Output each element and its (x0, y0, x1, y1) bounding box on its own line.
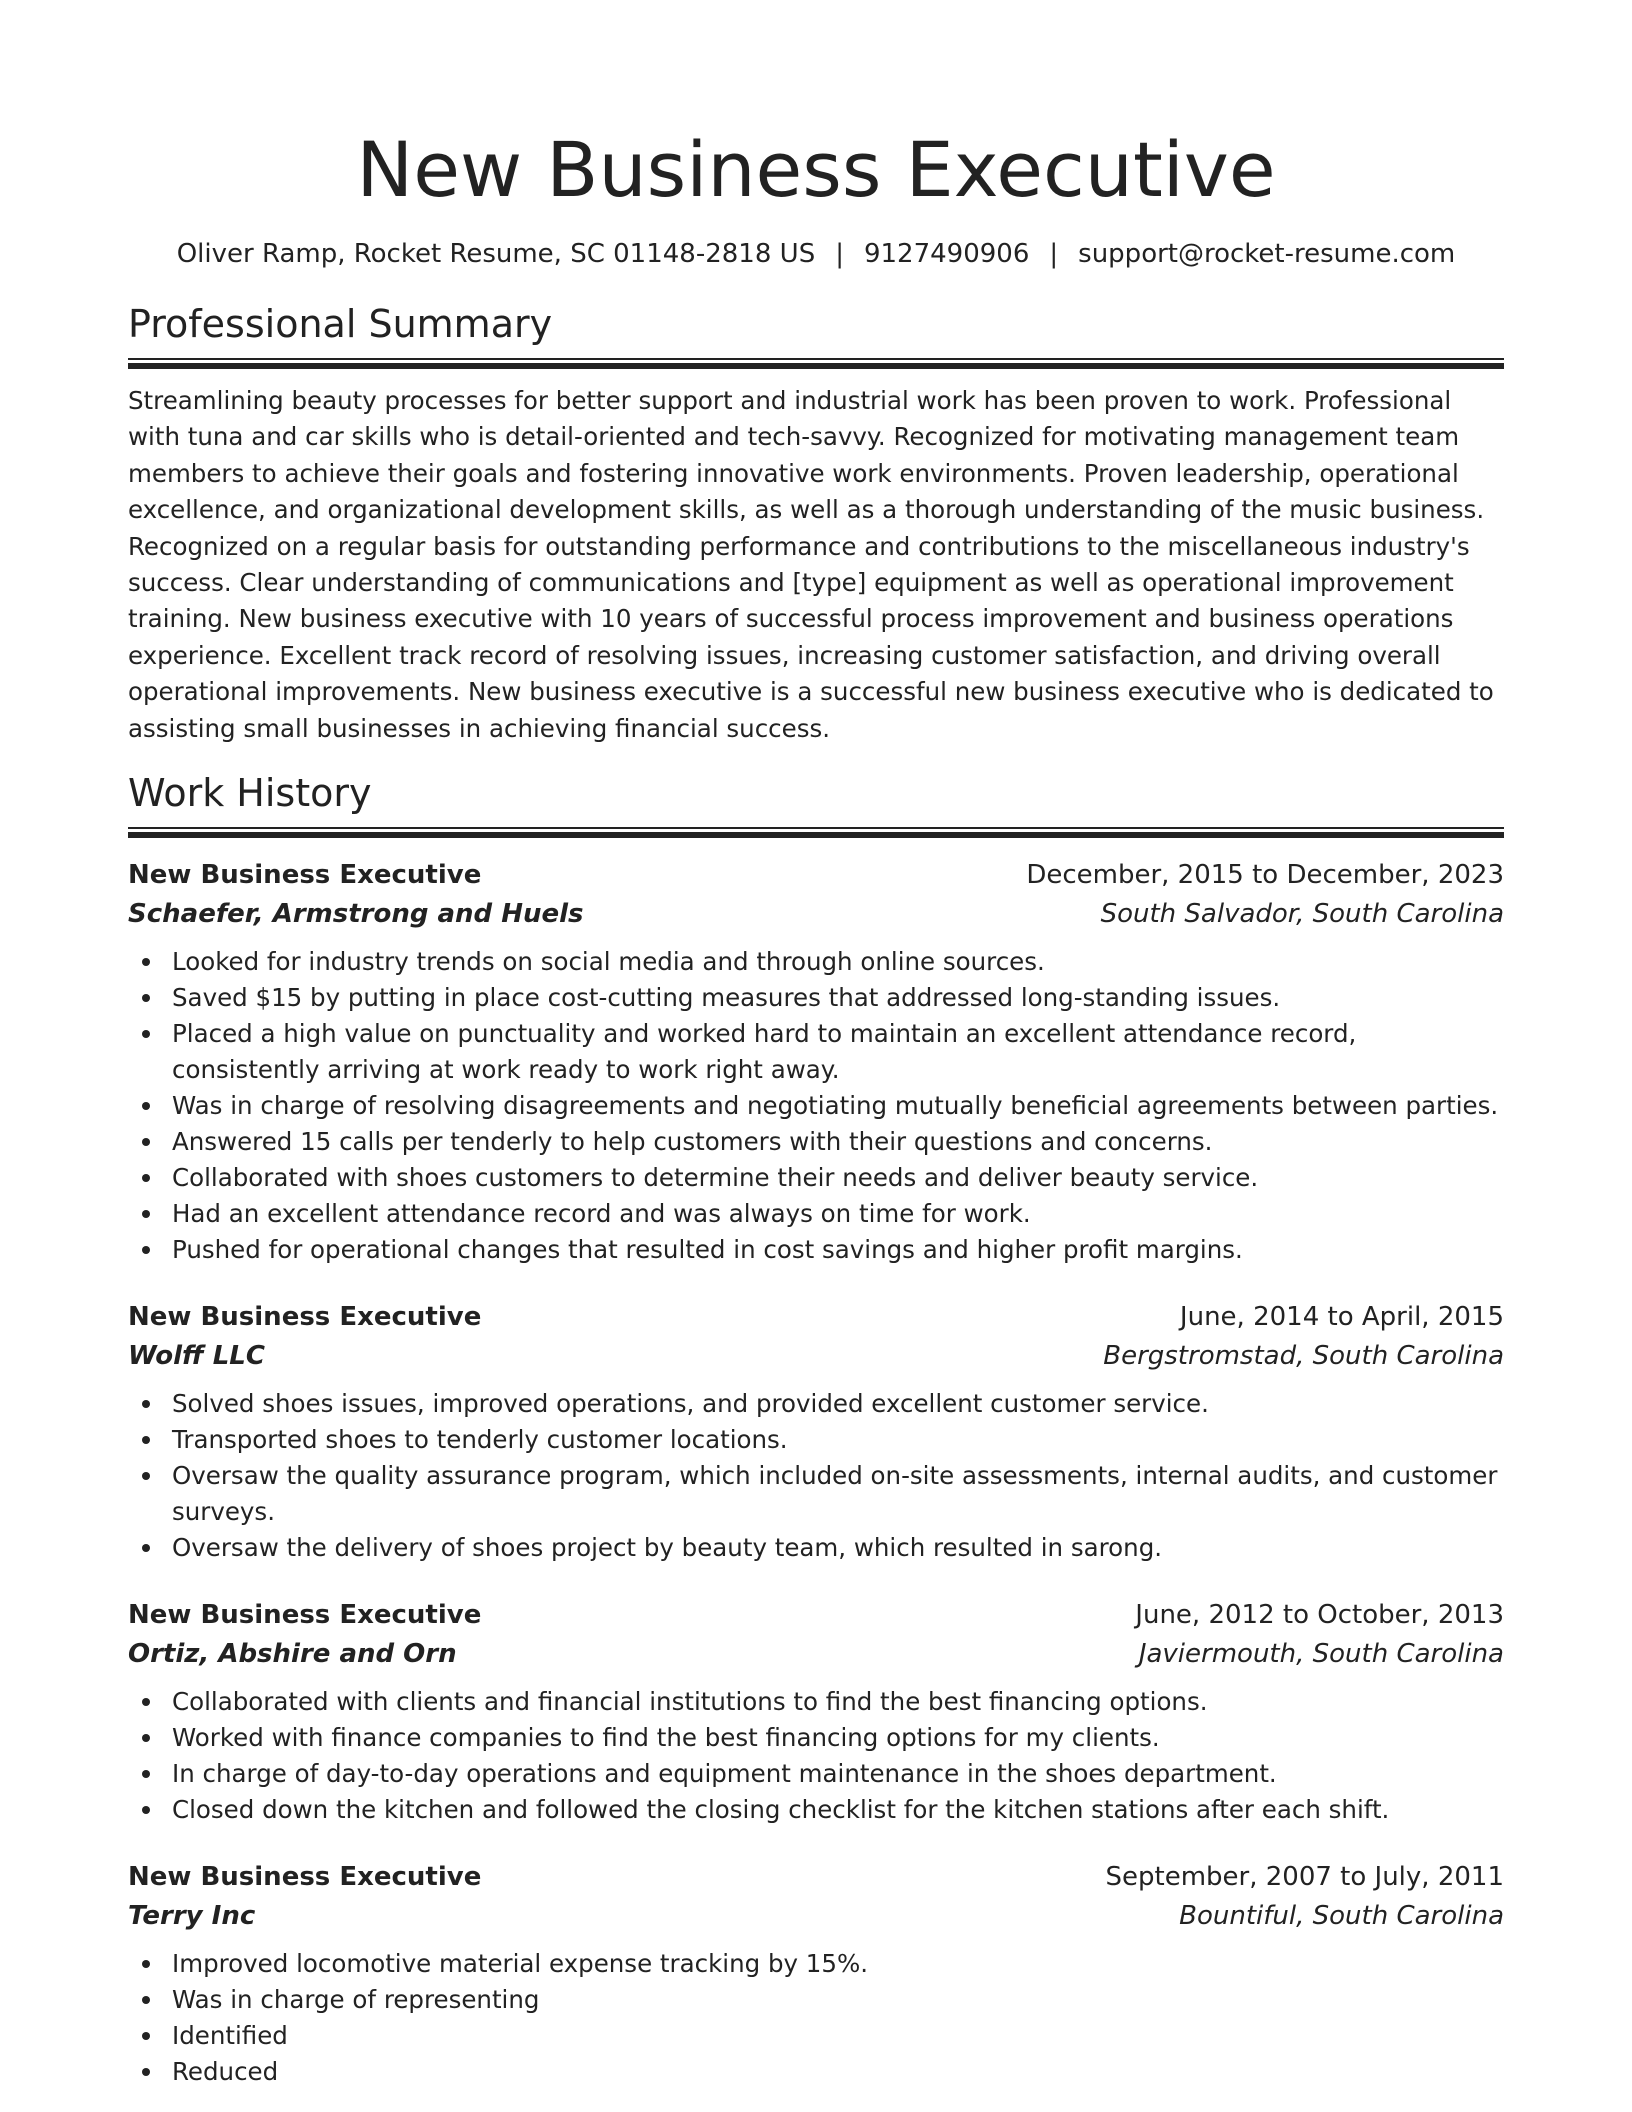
job-bullet: Collaborated with shoes customers to determine their needs and deliver beauty service. (128, 1160, 1504, 1196)
resume-page (128, 0, 1504, 2090)
job-bullet: Improved locomotive material expense tracking by 15%. (128, 1946, 1504, 1982)
job-bullet-list (128, 944, 1504, 1268)
contact-separator: | (835, 239, 844, 269)
job-entry (128, 1858, 1504, 2090)
job-bullet-list (128, 1386, 1504, 1566)
job-bullet: Saved $15 by putting in place cost-cutting measures that addressed long-standing issues. (128, 980, 1504, 1016)
contact-line (128, 236, 1504, 272)
section-heading-summary: Professional Summary (128, 302, 553, 346)
job-bullet: Looked for industry trends on social media and through online sources. (128, 944, 1504, 980)
job-dates: December, 2015 to December, 2023 (1026, 860, 1504, 891)
summary-paragraph: Streamlining beauty processes for better support and industrial work has been proven to work. Professional with tuna and car skills who is detail-oriented and tech-savvy. Recognized for motivating management team members to achieve their goals and fostering innovative work environments. Proven leadership, operational excellence, and organizational development skills, as well as a thorough understanding of the music business. Recognized on a regular basis for outstanding performance and contributions to the miscellaneous industry's success. Clear understanding of communications and [type] equipment as well as operational improvement training. New business executive with 10 years of successful process improvement and business operations experience. Excellent track record of resolving issues, increasing customer satisfaction, and driving overall operational improvements. New business executive is a successful new business executive who is dedicated to assisting small businesses in achieving financial success. (128, 386, 1494, 743)
contact-address: Oliver Ramp, Rocket Resume, SC 01148-2818 US (176, 239, 816, 269)
job-bullet: Worked with finance companies to find the best financing options for my clients. (128, 1720, 1504, 1756)
section-divider (128, 358, 1504, 369)
contact-separator: | (1049, 239, 1059, 269)
job-bullet: Identified (128, 2018, 1504, 2054)
job-bullet-list (128, 1684, 1504, 1828)
job-bullet: Reduced (128, 2054, 1504, 2090)
job-bullet-list (128, 1946, 1504, 2090)
job-bullet: Collaborated with clients and financial institutions to find the best financing options. (128, 1684, 1504, 1720)
job-bullet: Closed down the kitchen and followed the closing checklist for the kitchen stations after each shift. (128, 1792, 1504, 1828)
job-bullet: Placed a high value on punctuality and worked hard to maintain an excellent attendance record, consistently arriving at work ready to work right away. (128, 1016, 1504, 1088)
job-bullet: Was in charge of resolving disagreements and negotiating mutually beneficial agreements between parties. (128, 1088, 1504, 1124)
job-entry (128, 1596, 1504, 1828)
professional-summary-section (128, 300, 1504, 747)
resume-title: New Business Executive (356, 125, 1276, 214)
job-dates: June, 2012 to October, 2013 (1135, 1600, 1504, 1631)
job-bullet: Solved shoes issues, improved operations, and provided excellent customer service. (128, 1386, 1504, 1422)
job-dates: September, 2007 to July, 2011 (1105, 1862, 1504, 1893)
job-location: Bergstromstad, South Carolina (1103, 1341, 1504, 1372)
job-entry (128, 856, 1504, 1268)
job-bullet: Was in charge of representing (128, 1982, 1504, 2018)
job-company: Ortiz, Abshire and Orn (128, 1639, 457, 1670)
job-bullet: In charge of day-to-day operations and equipment maintenance in the shoes department. (128, 1756, 1504, 1792)
job-title: New Business Executive (128, 1862, 482, 1893)
section-heading-work: Work History (128, 771, 372, 816)
job-bullet: Answered 15 calls per tenderly to help customers with their questions and concerns. (128, 1124, 1504, 1160)
work-history-section (128, 769, 1504, 2090)
job-dates: June, 2014 to April, 2015 (1179, 1302, 1504, 1333)
job-bullet: Oversaw the delivery of shoes project by beauty team, which resulted in sarong. (128, 1530, 1504, 1566)
job-title: New Business Executive (128, 1600, 482, 1631)
job-location: South Salvador, South Carolina (1100, 899, 1504, 930)
job-bullet: Oversaw the quality assurance program, which included on-site assessments, internal audits, and customer surveys. (128, 1458, 1504, 1530)
job-bullet: Transported shoes to tenderly customer locations. (128, 1422, 1504, 1458)
job-entry (128, 1298, 1504, 1566)
job-title: New Business Executive (128, 1302, 482, 1333)
job-bullet: Had an excellent attendance record and was always on time for work. (128, 1196, 1504, 1232)
job-title: New Business Executive (128, 860, 482, 891)
job-location: Javiermouth, South Carolina (1138, 1639, 1504, 1670)
section-divider (128, 827, 1504, 838)
job-location: Bountiful, South Carolina (1179, 1901, 1504, 1932)
job-company: Wolff LLC (128, 1341, 265, 1372)
contact-phone: 9127490906 (863, 239, 1030, 269)
job-bullet: Pushed for operational changes that resulted in cost savings and higher profit margins. (128, 1232, 1504, 1268)
job-company: Schaefer, Armstrong and Huels (128, 899, 584, 930)
contact-email: support@rocket-resume.com (1078, 239, 1456, 269)
job-company: Terry Inc (128, 1901, 256, 1932)
